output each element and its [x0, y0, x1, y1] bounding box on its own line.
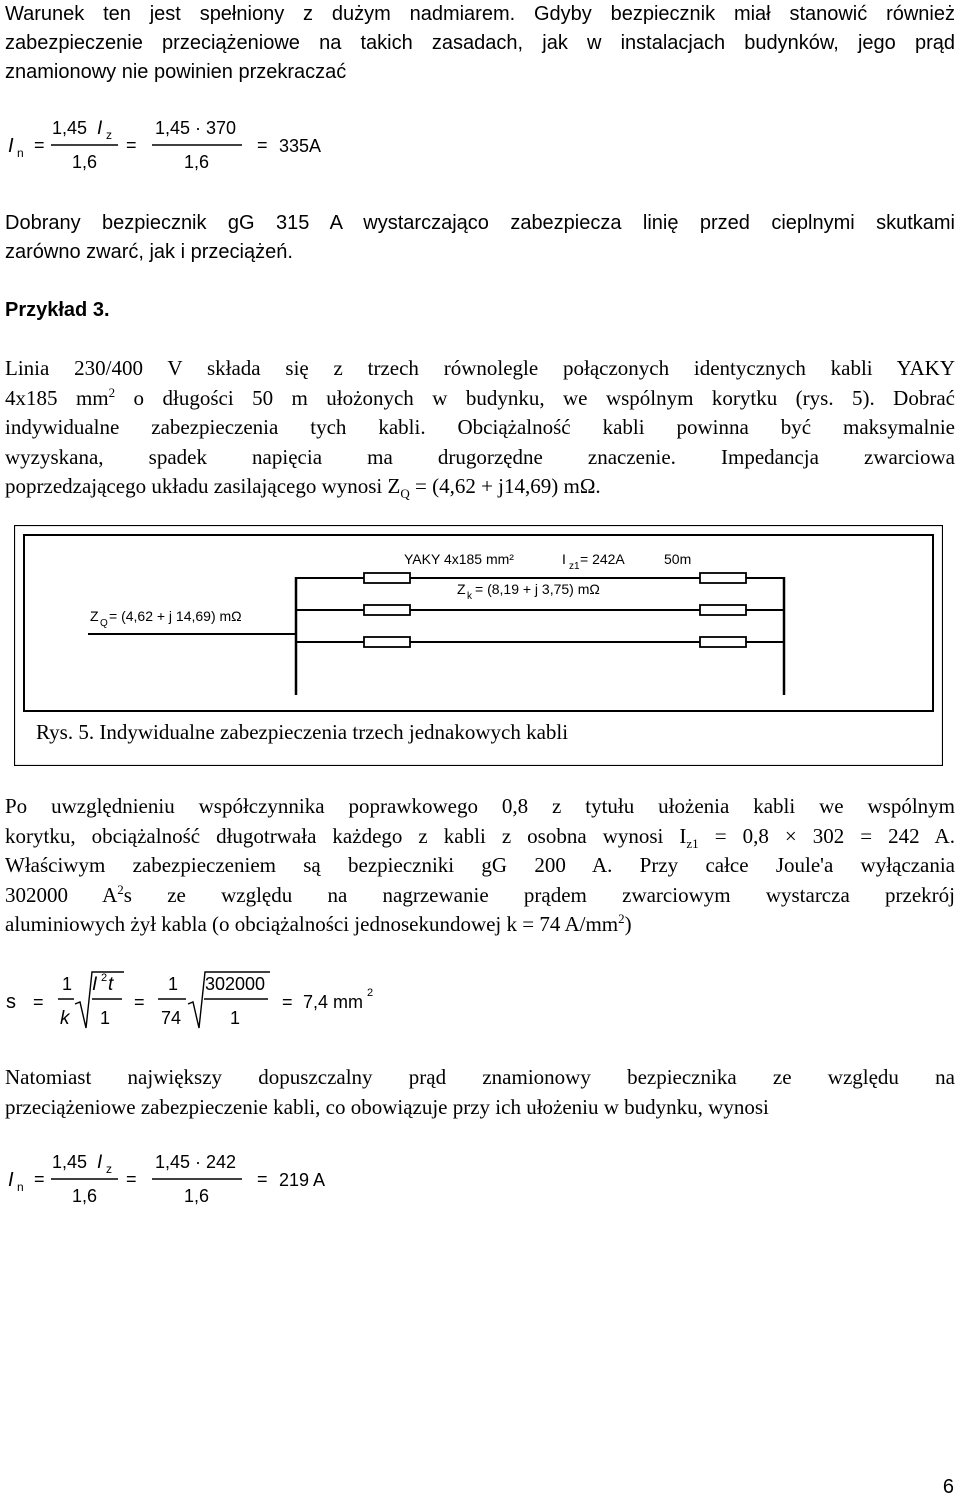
analysis-line: aluminiowych żył kabla (o obciążalności jednosekundowej k = 74 $A/mm^2$) [5, 911, 632, 936]
formula-eq: = [126, 1169, 137, 1189]
formula-eq: = [126, 135, 137, 155]
formula-den: 1,6 [72, 1186, 98, 1206]
formula-lhs: I [8, 1169, 14, 1191]
intro-paragraph [5, 0, 955, 87]
formula-lhs: s [6, 991, 16, 1013]
formula-rad-var: I [92, 974, 98, 995]
example-paragraph [5, 354, 955, 502]
example-heading: Przykład 3. [5, 299, 110, 321]
conclusion-line: zarówno zwarć, jak i przeciążeń. [5, 241, 293, 263]
formula-k: k [60, 1008, 70, 1029]
fuse-4 [700, 573, 746, 583]
formula-num-sub: z [106, 128, 112, 142]
zk-label: = (8,19 + j 3,75) mΩ [475, 581, 600, 597]
formula-num: 1,45 · 370 [155, 118, 237, 138]
current-label-sub: z1 [569, 561, 580, 572]
page-number: 6 [942, 1476, 954, 1498]
figure-caption: Rys. 5. Indywidualne zabezpieczenia trzech jednakowych kabli [36, 720, 569, 744]
current-label: = 242A [580, 551, 625, 567]
intro-line: znamionowy nie powinien przekraczać [5, 61, 347, 83]
zq-label-sub: Q [100, 618, 108, 629]
formula-num-sub: z [106, 1162, 112, 1176]
fuse-6 [700, 637, 746, 647]
formula-eq: = [34, 135, 45, 155]
formula-kval: 74 [161, 1008, 182, 1028]
formula-cross-section [0, 968, 400, 1034]
conclusion-paragraph [5, 209, 955, 267]
formula-num-var: I [97, 1152, 103, 1173]
zk-label-var: Z [457, 581, 466, 597]
analysis-paragraph [5, 792, 955, 940]
formula-eq: = [34, 1169, 45, 1189]
formula-den: 1,6 [184, 152, 210, 172]
formula-eq: = [257, 1169, 268, 1189]
zq-label-var: Z [90, 608, 99, 624]
formula-result-sup: 2 [367, 987, 374, 999]
formula-num-var: I [97, 118, 103, 139]
formula-rad2-den: 1 [230, 1008, 241, 1028]
formula-den: 1,6 [184, 1186, 210, 1206]
fuse-5 [700, 605, 746, 615]
formula-den: 1,6 [72, 152, 98, 172]
cable-type-label: YAKY 4x185 mm² [404, 551, 514, 567]
current-label-var: I [562, 551, 566, 567]
analysis-line: 302000 $A^2s$ ze względu na nagrzewanie prądem zwarciowym wystarcza przekrój [5, 881, 955, 907]
formula-one: 1 [62, 974, 73, 994]
formula-result: 7,4 mm [303, 992, 364, 1012]
zq-label: = (4,62 + j 14,69) mΩ [109, 608, 242, 624]
final-line: przeciążeniowe zabezpieczenie kabli, co obowiązuje przy ich ułożeniu w budynku, wynosi [5, 1094, 769, 1119]
zk-label-sub: k [467, 591, 472, 602]
example-line: indywidualne zabezpieczenia tych kabli. Obciążalność kabli powinna być maksymalnie [5, 415, 955, 439]
conclusion-line: Dobrany bezpiecznik gG 315 A wystarczająco zabezpiecza linię przed cieplnymi skutkami [5, 212, 955, 234]
example-line: 4x185 $mm^2$ o długości 50 m ułożonych w budynku, we wspólnym korytku (rys. 5). Dobrać [5, 384, 955, 410]
analysis-line: Właściwym zabezpieczeniem są bezpieczniki gG 200 A. Przy całce Joule'a wyłączania [5, 853, 955, 877]
formula-rad-t: t [108, 974, 114, 995]
formula-rad2-num: 302000 [205, 974, 266, 994]
final-paragraph [5, 1063, 955, 1122]
intro-line: zabezpieczenie przeciążeniowe na takich zasadach, jak w instalacjach budynków, jego prąd [5, 32, 955, 54]
formula-eq: = [33, 992, 44, 1012]
formula-rated-current-2 [0, 1146, 360, 1210]
example-line: wyzyskana, spadek napięcia ma drugorzędne znaczenie. Impedancja zwarciowa [5, 444, 955, 469]
formula-num: 1,45 [52, 1152, 88, 1172]
analysis-line: korytku, obciążalność długotrwała każdego z kabli z osobna wynosi $I_{z1} = 0,8 \times 302 = 242$ A. [5, 823, 955, 851]
formula-num: 1,45 · 242 [155, 1152, 237, 1172]
formula-lhs-sub: n [17, 1180, 24, 1194]
formula-lhs: I [8, 135, 14, 157]
example-line: Linia 230/400 V składa się z trzech równolegle połączonych identycznych kabli YAKY [5, 356, 955, 380]
length-label: 50m [664, 551, 692, 567]
formula-result: 219 A [279, 1170, 326, 1190]
fuse-1 [364, 573, 410, 583]
formula-rad-den: 1 [100, 1008, 111, 1028]
formula-result: 335A [279, 136, 322, 156]
intro-line: Warunek ten jest spełniony z dużym nadmiarem. Gdyby bezpiecznik miał stanowić również [5, 3, 955, 25]
final-line: Natomiast największy dopuszczalny prąd znamionowy bezpiecznika ze względu na [5, 1065, 955, 1089]
formula-lhs-sub: n [17, 146, 24, 160]
formula-eq: = [282, 992, 293, 1012]
formula-num: 1,45 [52, 118, 88, 138]
formula-eq: = [134, 992, 145, 1012]
fuse-2 [364, 605, 410, 615]
analysis-line: Po uwzględnieniu współczynnika poprawkowego 0,8 z tytułu ułożenia kabli we wspólnym [5, 794, 955, 818]
example-line: poprzedzającego układu zasilającego wynosi $Z_Q = (4,62 + j14,69)$ mΩ. [5, 474, 601, 502]
formula-one: 1 [168, 974, 179, 994]
formula-rad-sup: 2 [101, 972, 108, 984]
formula-eq: = [257, 135, 268, 155]
fuse-3 [364, 637, 410, 647]
formula-rated-current-1 [0, 112, 360, 176]
